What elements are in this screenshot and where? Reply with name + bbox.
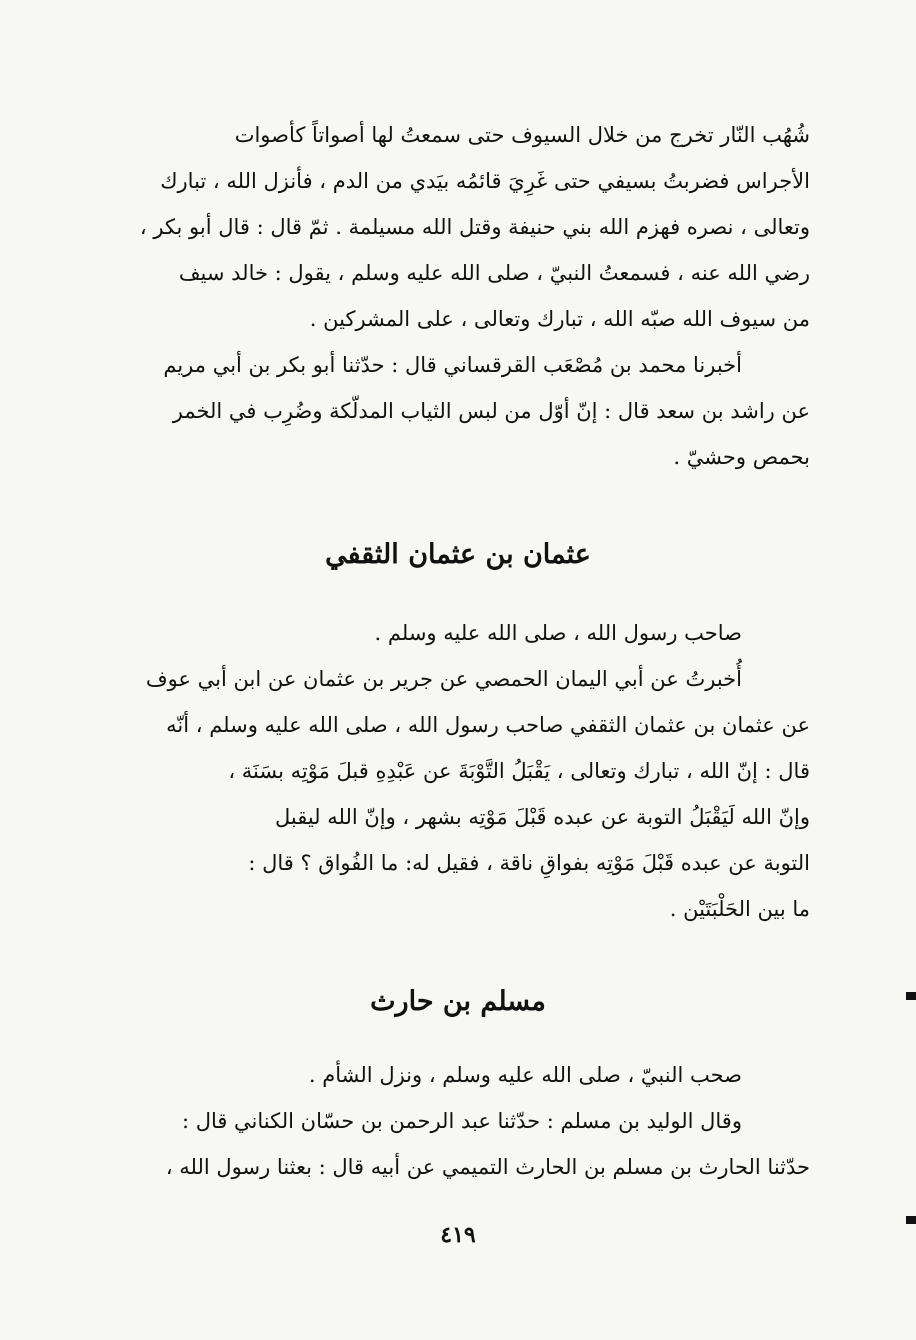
text-line: التوبة عن عبده قَبْلَ مَوْتِه بفواقِ ناقة ، فقيل له: ما الفُواق ؟ قال : (248, 851, 810, 875)
text-line: وتعالى ، نصره فهزم الله بني حنيفة وقتل الله مسيلمة . ثمّ قال : قال أبو بكر ، (139, 215, 810, 239)
page-number: ٤١٩ (440, 1222, 476, 1248)
section-heading: عثمان بن عثمان الثقفي (325, 539, 591, 570)
text-line: من سيوف الله صبّه الله ، تبارك وتعالى ، على المشركين . (309, 307, 810, 331)
text-line: أخبرنا محمد بن مُصْعَب القرقساني قال : حدّثنا أبو بكر بن أبي مريم (163, 353, 742, 377)
section-body (110, 1052, 810, 1190)
text-line: صاحب رسول الله ، صلى الله عليه وسلم . (374, 621, 742, 645)
narration-paragraph (110, 342, 810, 480)
text-line: وإنّ الله لَيَقْبَلُ التوبة عن عبده قَبْلَ مَوْتِه بشهر ، وإنّ الله ليقبل (274, 805, 810, 829)
text-line: شُهُب النّار تخرج من خلال السيوف حتى سمعتُ لها أصواتاً كأصوات (234, 123, 810, 147)
text-line: الأجراس فضربتُ بسيفي حتى غَرِيَ قائمُه بيَدي من الدم ، فأنزل الله ، تبارك (160, 169, 810, 193)
text-line: عن عثمان بن عثمان الثقفي صاحب رسول الله ، صلى الله عليه وسلم ، أنّه (166, 713, 810, 737)
text-line: رضي الله عنه ، فسمعتُ النبيّ ، صلى الله عليه وسلم ، يقول : خالد سيف (178, 261, 810, 285)
text-line: وقال الوليد بن مسلم : حدّثنا عبد الرحمن بن حسّان الكناني قال : (181, 1109, 742, 1133)
text-line: قال : إنّ الله ، تبارك وتعالى ، يَقْبَلُ التَّوْبَةَ عن عَبْدِهِ قبلَ مَوْتِه بسَنَة ، (228, 759, 810, 783)
section-body (110, 610, 810, 932)
text-line: ما بين الحَلْبَتَيْن . (669, 897, 810, 921)
text-line: صحب النبيّ ، صلى الله عليه وسلم ، ونزل الشأم . (308, 1063, 742, 1087)
text-line: حدّثنا الحارث بن مسلم بن الحارث التميمي عن أبيه قال : بعثنا رسول الله ، (165, 1155, 810, 1179)
section-heading: مسلم بن حارث (370, 986, 546, 1017)
text-line: أُخبرتُ عن أبي اليمان الحمصي عن جرير بن عثمان عن ابن أبي عوف (145, 667, 742, 691)
text-line: عن راشد بن سعد قال : إنّ أوّل من لبس الثياب المدلّكة وضُرِب في الخمر (172, 399, 810, 423)
text-line: بحمص وحشيّ . (673, 445, 810, 469)
continued-paragraph (110, 112, 810, 342)
